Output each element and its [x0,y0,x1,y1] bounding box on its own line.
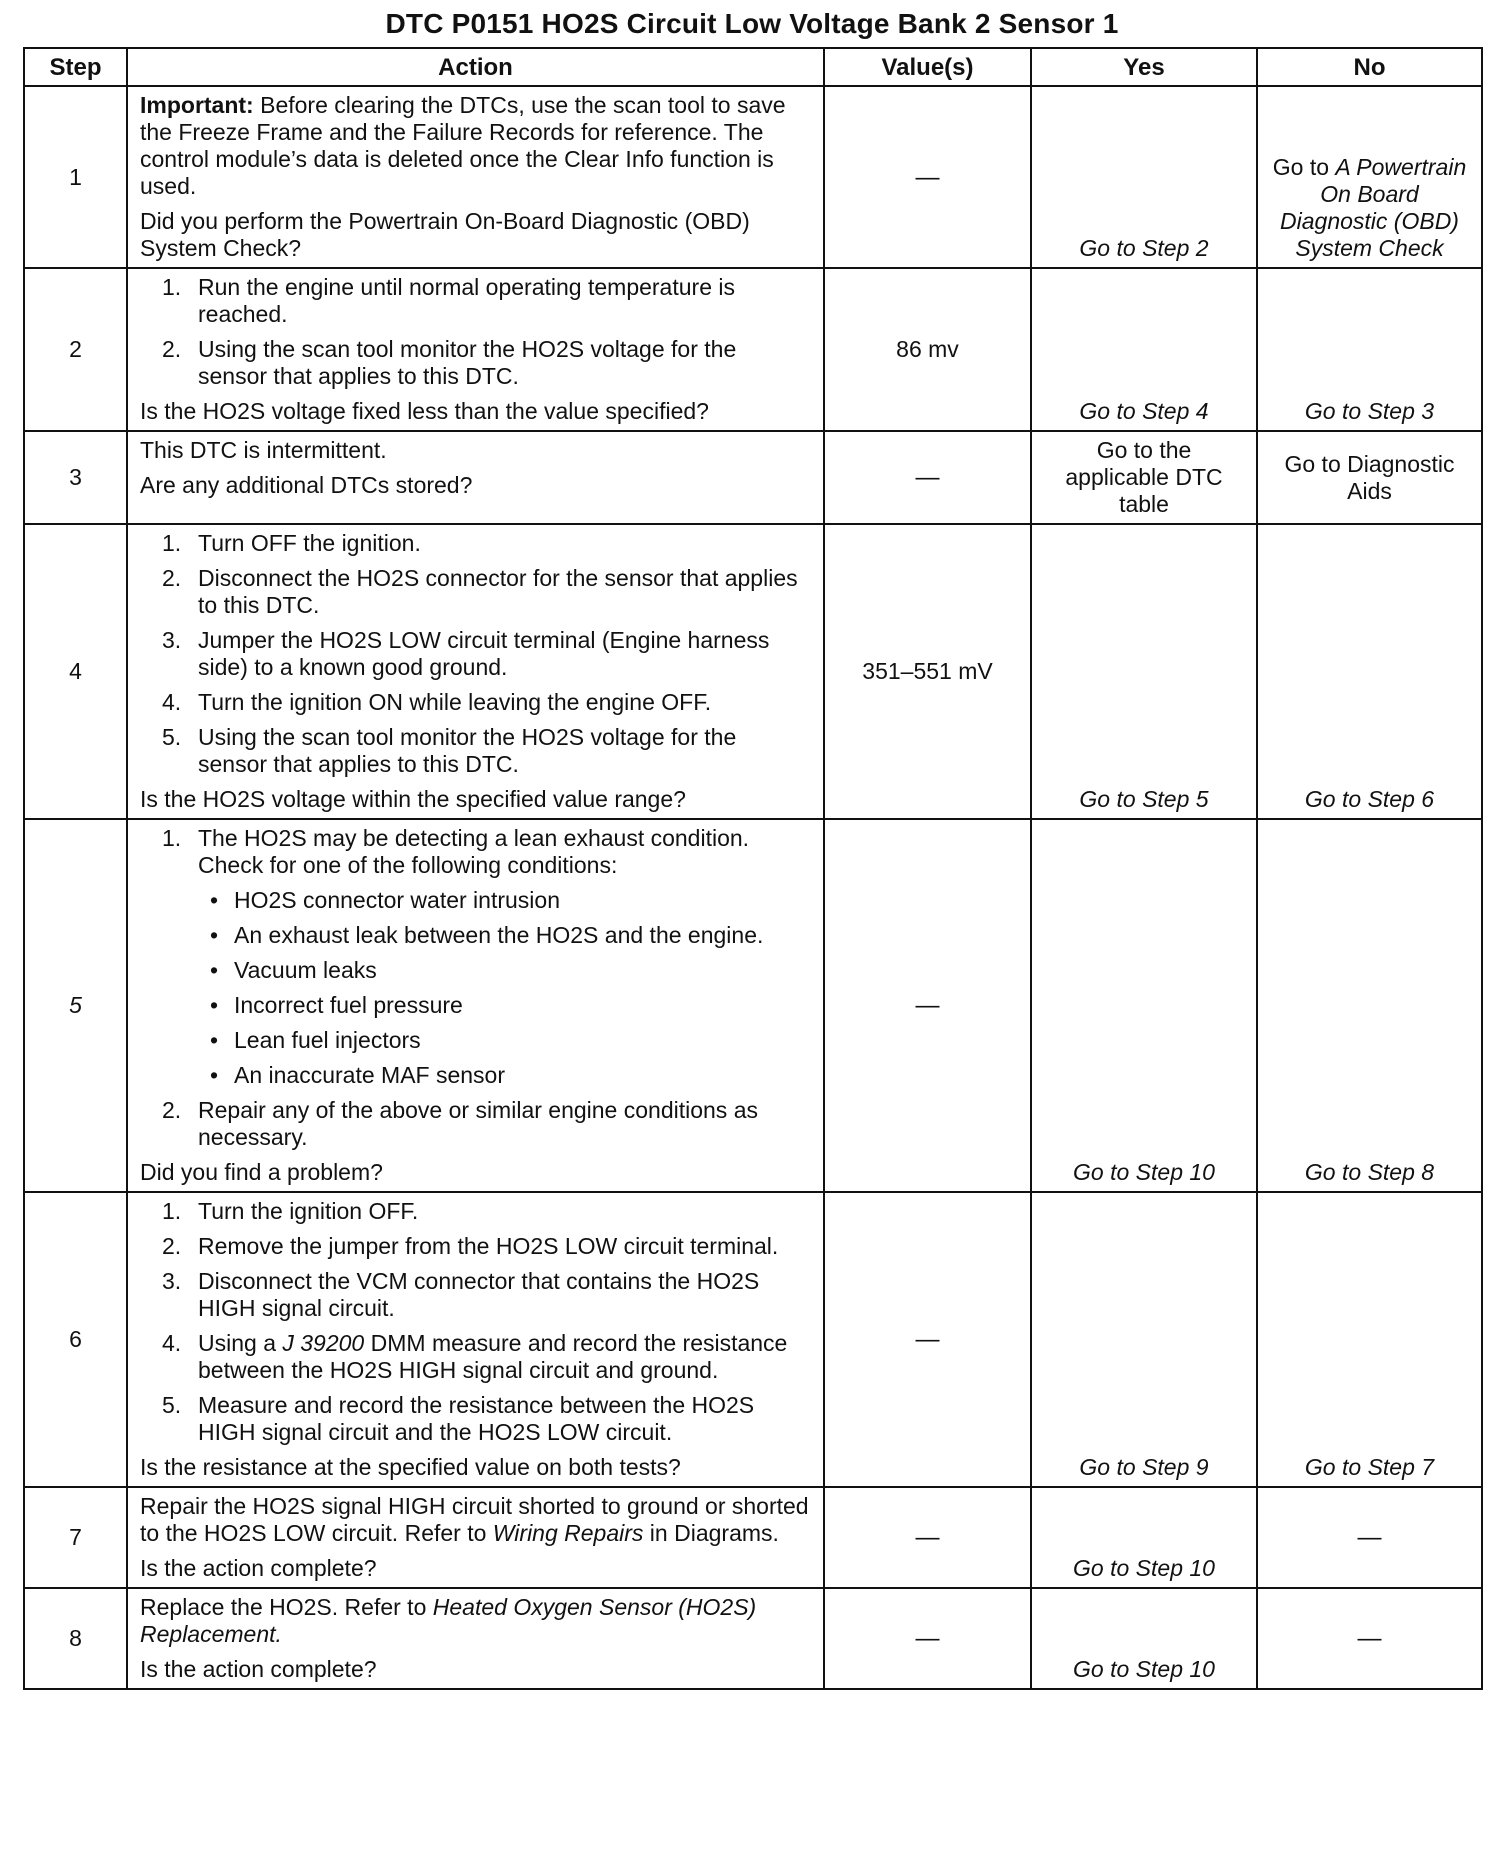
action-cell [127,431,824,524]
list-item-text: Turn the ignition ON while leaving the engine OFF. [198,689,712,715]
no-link[interactable]: Go to Diagnostic Aids [1284,450,1455,504]
page-title: DTC P0151 HO2S Circuit Low Voltage Bank 2 Sensor 1 [385,8,1119,39]
no-link[interactable]: A Powertrain On Board Diagnostic (OBD) System Check [1280,154,1467,261]
no-cell [1257,1192,1482,1487]
list-item: 2. Remove the jumper from the HO2S LOW circuit terminal. [162,1233,779,1259]
list-item-text: Repair any of the above or similar engine conditions as necessary. [198,1097,758,1150]
wiring-repairs-link[interactable]: Wiring Repairs [492,1520,644,1546]
question-text: Is the HO2S voltage within the specified value range? [140,786,686,812]
bullet-item: • An inaccurate MAF sensor [198,1062,811,1089]
question-text: Is the HO2S voltage fixed less than the value specified? [140,398,709,424]
list-item-text: Jumper the HO2S LOW circuit terminal (Engine harness side) to a known good ground. [198,627,770,680]
value-cell [824,1588,1031,1689]
yes-cell [1031,1487,1257,1588]
step-number: 1 [24,86,127,268]
important-label: Important: [140,92,254,118]
yes-cell [1031,524,1257,819]
list-item-text: Measure and record the resistance between the HO2S HIGH signal circuit and the HO2S LOW circuit. [198,1392,755,1445]
header-row [24,48,1482,86]
value-text: — [915,992,940,1019]
step-number: 3 [24,431,127,524]
list-item: 1. Turn the ignition OFF. [162,1198,419,1224]
header-values: Value(s) [824,48,1031,86]
list-item: 4. Using a J 39200 DMM measure and record the resistance between the HO2S HIGH signal circuit and ground. [162,1330,788,1383]
value-text: — [915,163,940,191]
yes-link[interactable]: Go to Step 5 [1079,786,1209,812]
table-row-step-3 [24,431,1482,524]
question-text: Did you perform the Powertrain On-Board Diagnostic (OBD) System Check? [140,208,750,261]
no-link[interactable]: Go to Step 8 [1304,1159,1435,1185]
table-row-step-6 [24,1192,1482,1487]
bullet-item: • An exhaust leak between the HO2S and the engine. [198,922,811,949]
no-cell [1257,819,1482,1192]
action-cell [127,1588,824,1689]
step-number: 2 [24,268,127,431]
question-text: Are any additional DTCs stored? [140,472,473,498]
diagnostic-table [23,47,1483,1690]
action-text [140,1594,811,1648]
yes-link[interactable]: Go to Step 4 [1079,398,1209,424]
action-text-part: in Diagrams. [643,1520,779,1546]
list-item: 4. Turn the ignition ON while leaving the engine OFF. [162,689,712,715]
action-text-part: Replace the HO2S. Refer to [140,1594,433,1620]
yes-cell [1031,86,1257,268]
yes-link[interactable]: Go to Step 10 [1073,1656,1215,1682]
action-list [140,274,811,390]
step-number: 8 [24,1588,127,1689]
list-item: 2. Repair any of the above or similar engine conditions as necessary. [162,1097,758,1150]
table-row-step-5 [24,819,1482,1192]
header-yes: Yes [1031,48,1257,86]
bullet-item: • Vacuum leaks [198,957,811,984]
no-cell [1257,431,1482,524]
list-item: 3. Disconnect the VCM connector that contains the HO2S HIGH signal circuit. [162,1268,760,1321]
list-item-text: Turn the ignition OFF. [198,1198,419,1224]
action-cell [127,819,824,1192]
value-text: — [915,1326,940,1353]
no-cell [1257,1487,1482,1588]
action-text: This DTC is intermittent. [140,437,387,463]
value-cell: 351–551 mV [824,524,1031,819]
bullet-item: • Lean fuel injectors [198,1027,811,1054]
action-list [140,1198,811,1446]
condition-list [198,887,811,1089]
step-number: 7 [24,1487,127,1588]
yes-cell [1031,1588,1257,1689]
list-item: 2. Disconnect the HO2S connector for the sensor that applies to this DTC. [162,565,798,618]
value-cell [824,1192,1031,1487]
header-action: Action [127,48,824,86]
action-cell [127,1192,824,1487]
list-item-text: Disconnect the HO2S connector for the sensor that applies to this DTC. [198,565,798,618]
list-item-text: Disconnect the VCM connector that contains the HO2S HIGH signal circuit. [198,1268,760,1321]
list-item-text: Using the scan tool monitor the HO2S voltage for the sensor that applies to this DTC. [198,336,737,389]
value-cell [824,1487,1031,1588]
list-item-text: The HO2S may be detecting a lean exhaust condition. Check for one of the following conditions: [198,825,750,878]
list-item-text: Using the scan tool monitor the HO2S voltage for the sensor that applies to this DTC. [198,724,737,777]
action-text [140,1493,811,1547]
action-list [140,825,811,1151]
no-link[interactable]: Go to Step 6 [1304,786,1435,812]
action-text-part: Repair the HO2S signal HIGH circuit shorted to ground or shorted to the HO2S LOW circuit. Refer to [140,1493,809,1546]
question-text: Is the action complete? [140,1656,377,1682]
list-item-text: Using a [198,1330,283,1356]
yes-link[interactable]: Go to Step 2 [1079,235,1209,261]
no-link[interactable]: Go to Step 7 [1304,1454,1435,1480]
question-text: Is the action complete? [140,1555,377,1581]
no-text: — [1357,1625,1382,1652]
yes-link[interactable]: Go to the applicable DTC table [1065,437,1223,517]
question-text: Is the resistance at the specified value on both tests? [140,1454,681,1480]
table-row-step-8 [24,1588,1482,1689]
list-item: 1. The HO2S may be detecting a lean exhaust condition. Check for one of the following conditions: • HO2S connector water intrusion • An exhaust leak between the HO2S and the engine. • Vacuum leaks • Incorrect fuel pressure • Lean fuel injectors • An inaccurate MAF sensor [140,825,811,1089]
no-text: — [1357,1524,1382,1551]
table-row-step-4 [24,524,1482,819]
yes-link[interactable]: Go to Step 9 [1079,1454,1209,1480]
table-row-step-7 [24,1487,1482,1588]
list-item-text: DMM measure and record the resistance between the HO2S HIGH signal circuit and ground. [198,1330,788,1383]
action-cell [127,268,824,431]
value-cell [824,819,1031,1192]
yes-cell [1031,431,1257,524]
action-list [140,530,811,778]
value-cell [824,86,1031,268]
no-cell [1257,1588,1482,1689]
value-text: — [915,464,940,491]
yes-link[interactable]: Go to Step 10 [1073,1555,1215,1581]
step-number: 6 [24,1192,127,1487]
value-text: — [915,1524,940,1551]
table-row-step-2 [24,268,1482,431]
no-link[interactable]: Go to Step 3 [1304,398,1435,424]
no-cell [1257,86,1482,268]
action-cell [127,1487,824,1588]
value-cell: 86 mv [824,268,1031,431]
table-row-step-1 [24,86,1482,268]
yes-cell [1031,819,1257,1192]
no-cell [1257,268,1482,431]
question-text: Did you find a problem? [140,1159,383,1185]
important-text: Before clearing the DTCs, use the scan tool to save the Freeze Frame and the Failure Records for reference. The control module’s data is deleted once the Clear Info function is used. [140,92,786,199]
value-text: — [915,1625,940,1652]
action-cell [127,524,824,819]
important-note [140,92,811,200]
no-cell [1257,524,1482,819]
header-step: Step [24,48,127,86]
list-item-text: Run the engine until normal operating temperature is reached. [198,274,735,327]
value-cell [824,431,1031,524]
bullet-item: • Incorrect fuel pressure [198,992,811,1019]
list-item-text: Remove the jumper from the HO2S LOW circuit terminal. [198,1233,779,1259]
list-item: 1. Turn OFF the ignition. [162,530,421,556]
list-item: 1. Run the engine until normal operating temperature is reached. [162,274,735,327]
step-number: 5 [24,819,127,1192]
yes-cell [1031,268,1257,431]
list-item-text: Turn OFF the ignition. [198,530,421,556]
action-cell [127,86,824,268]
list-item: 5. Measure and record the resistance between the HO2S HIGH signal circuit and the HO2S LOW circuit. [162,1392,755,1445]
header-no: No [1257,48,1482,86]
tool-reference: J 39200 [282,1330,365,1356]
list-item: 5. Using the scan tool monitor the HO2S voltage for the sensor that applies to this DTC. [162,724,737,777]
list-item: 3. Jumper the HO2S LOW circuit terminal (Engine harness side) to a known good ground. [162,627,770,680]
yes-cell [1031,1192,1257,1487]
list-item: 2. Using the scan tool monitor the HO2S voltage for the sensor that applies to this DTC. [162,336,737,389]
ho2s-replacement-link[interactable]: Heated Oxygen Sensor (HO2S) Replacement. [140,1594,757,1647]
no-prefix: Go to [1272,154,1336,180]
step-number: 4 [24,524,127,819]
yes-link[interactable]: Go to Step 10 [1073,1159,1215,1185]
bullet-item: • HO2S connector water intrusion [198,887,811,914]
